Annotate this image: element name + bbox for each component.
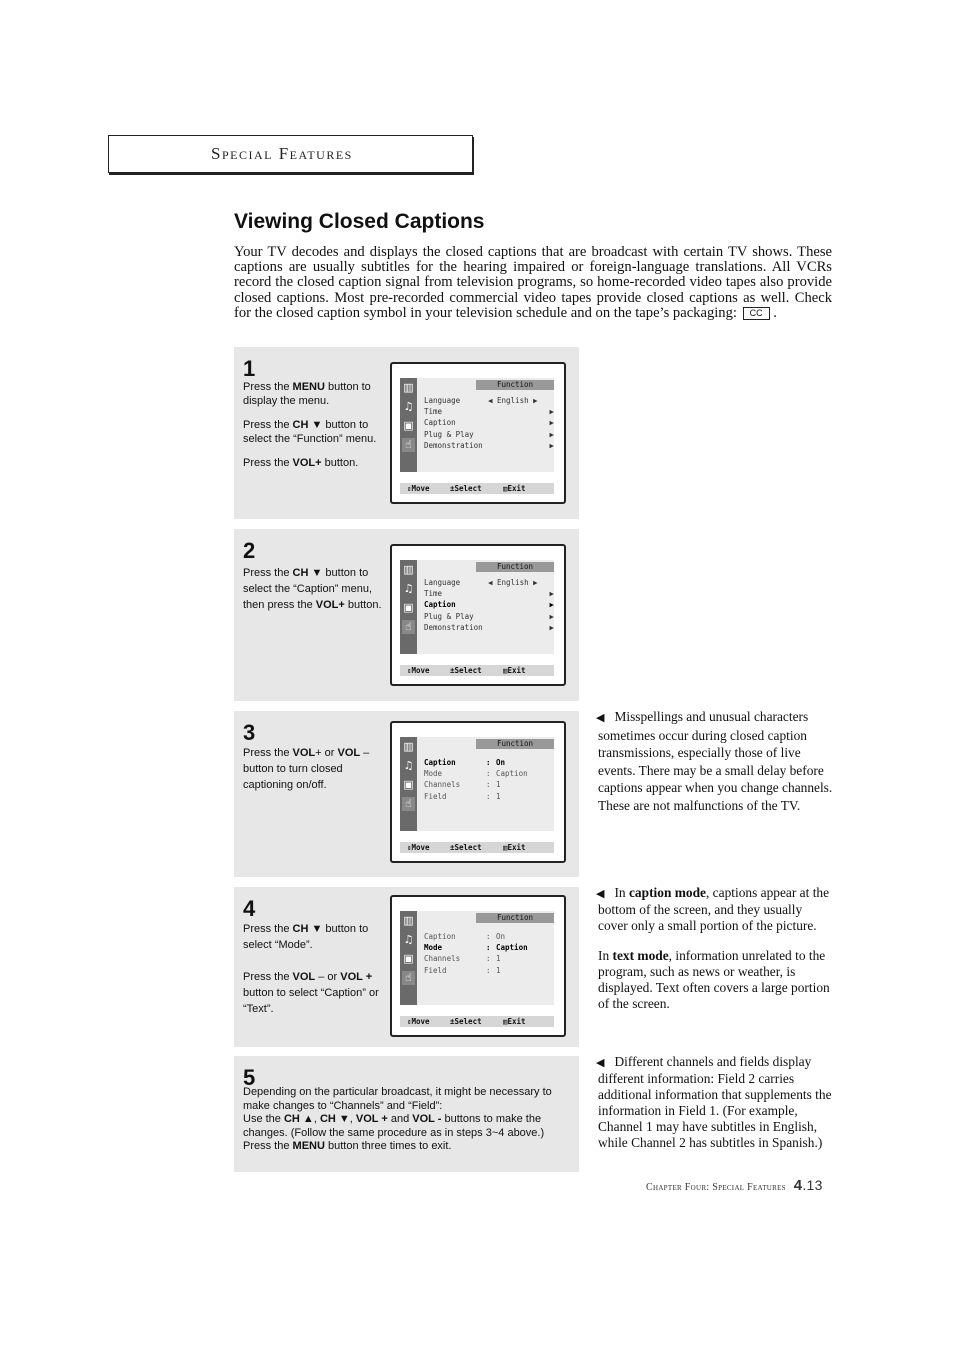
menu-item-time: Time ▶ xyxy=(424,589,554,599)
menu-item-language: Language ◀ English ▶ xyxy=(424,396,538,405)
picture-icon: ▥ xyxy=(403,563,414,576)
left-triangle-icon: ◀ xyxy=(596,1056,605,1069)
sound-icon: ♫ xyxy=(403,759,414,772)
picture-icon: ▥ xyxy=(403,381,414,394)
move-hint: ⇕ Move xyxy=(407,666,430,675)
menu-header: Function xyxy=(476,562,554,572)
note-channels-fields: ◀ Different channels and fields display different information: Field 2 carries additional information that supplements the information in Field 1. (For example, Channel 1 may have subtitles in English, while Channel 2 has subtitles in Spanish.) xyxy=(596,1054,832,1150)
exit-hint: ▥ Exit xyxy=(503,1017,526,1026)
footer-chapter: Chapter Four: Special Features xyxy=(646,1182,786,1193)
menu-nav-bar xyxy=(400,665,554,676)
channel-icon: ▣ xyxy=(403,601,414,614)
select-hint: ± Select xyxy=(450,666,482,675)
function-icon: ☝ xyxy=(402,438,415,452)
menu-item-demonstration: Demonstration ▶ xyxy=(424,440,554,450)
step-4-instructions: Press the CH ▼ button to select “Mode”. Press the VOL – or VOL + button to select “Caption” or “Text”. xyxy=(243,923,379,1015)
step-number: 1 xyxy=(243,356,256,381)
page-footer xyxy=(646,1177,823,1194)
menu-header: Function xyxy=(476,739,554,749)
note-caption-text-mode: ◀ In caption mode, captions appear at the bottom of the screen, and they usually cover only a small portion of the picture. In text mode, information unrelated to the program, such as news or weather, is displayed. Text often covers a large portion of the screen. xyxy=(596,885,830,1011)
page-number: 4.13 xyxy=(793,1177,823,1194)
menu-item-plug-play: Plug & Play ▶ xyxy=(424,611,554,621)
step-5-instructions: Depending on the particular broadcast, it might be necessary to make changes to “Channels” and “Field”: Use the CH ▲, CH ▼, VOL + and VOL - buttons to make the changes. (Follow the same procedure as in steps 3~4 above.) Press the MENU button three times to exit. xyxy=(243,1086,552,1153)
function-icon: ☝ xyxy=(402,971,415,985)
picture-icon: ▥ xyxy=(403,740,414,753)
menu-item-demonstration: Demonstration ▶ xyxy=(424,622,554,632)
picture-icon: ▥ xyxy=(403,914,414,927)
function-icon: ☝ xyxy=(402,797,415,811)
menu-header: Function xyxy=(476,913,554,923)
move-hint: ⇕ Move xyxy=(407,843,430,852)
step-number: 5 xyxy=(243,1065,256,1090)
move-hint: ⇕ Move xyxy=(407,484,430,493)
cc-symbol-icon: CC xyxy=(743,307,770,320)
sound-icon: ♫ xyxy=(403,933,414,946)
section-header-box xyxy=(108,135,473,173)
step-4-panel xyxy=(234,887,579,1047)
sound-icon: ♫ xyxy=(403,400,414,413)
tv-menu-screen xyxy=(390,895,566,1037)
menu-item-mode: Mode : Caption xyxy=(424,769,528,779)
menu-nav-bar xyxy=(400,842,554,853)
intro-end: . xyxy=(773,304,777,321)
step-2-instructions: Press the CH ▼ button to select the “Caption” menu, then press the VOL+ button. xyxy=(243,567,382,611)
step-number: 4 xyxy=(243,896,256,921)
tv-menu-screen xyxy=(390,544,566,686)
step-1-panel xyxy=(234,347,579,519)
menu-sidebar xyxy=(400,737,417,831)
menu-item-caption-selected: Caption : On xyxy=(424,758,506,767)
menu-item-field: Field : 1 xyxy=(424,791,501,801)
menu-item-language: Language ◀ English ▶ xyxy=(424,578,538,587)
menu-item-caption-selected: Caption ▶ xyxy=(424,600,554,610)
menu-item-plug-play: Plug & Play ▶ xyxy=(424,429,554,439)
select-hint: ± Select xyxy=(450,484,482,493)
menu-sidebar xyxy=(400,378,417,472)
menu-item-caption: Caption : On xyxy=(424,932,506,941)
select-hint: ± Select xyxy=(450,843,482,852)
step-3-instructions: Press the VOL+ or VOL – button to turn closed captioning on/off. xyxy=(243,747,370,791)
note-misspellings: ◀ Misspellings and unusual characters sometimes occur during closed caption transmissions, especially those of live events. There may be a small delay before captions appear when you change channels. These are not malfunctions of the TV. xyxy=(596,709,833,813)
sound-icon: ♫ xyxy=(403,582,414,595)
channel-icon: ▣ xyxy=(403,419,414,432)
exit-hint: ▥ Exit xyxy=(503,666,526,675)
step-2-panel xyxy=(234,529,579,701)
move-hint: ⇕ Move xyxy=(407,1017,430,1026)
menu-item-channels: Channels : 1 xyxy=(424,954,501,964)
menu-item-field: Field : 1 xyxy=(424,965,501,975)
menu-item-mode-selected: Mode : Caption xyxy=(424,943,528,953)
intro-text: Your TV decodes and displays the closed captions that are broadcast with certain TV shows. These captions are usually subtitles for the hearing impaired or foreign-language translations. All VCRs record the closed caption signal from television programs, so home-recorded video tapes also provide closed captions. Most pre-recorded commercial video tapes provide closed captions as well. Check for the closed caption symbol in your television schedule and on the tape’s packaging: xyxy=(234,244,832,321)
menu-item-channels: Channels : 1 xyxy=(424,780,501,790)
section-header: Special Features xyxy=(211,144,353,163)
menu-nav-bar xyxy=(400,483,554,494)
menu-item-caption: Caption ▶ xyxy=(424,418,554,428)
step-5-panel xyxy=(234,1056,579,1172)
menu-sidebar xyxy=(400,911,417,1005)
step-number: 2 xyxy=(243,538,256,563)
tv-menu-screen xyxy=(390,362,566,504)
exit-hint: ▥ Exit xyxy=(503,484,526,493)
channel-icon: ▣ xyxy=(403,952,414,965)
step-1-instructions: Press the MENU button to display the menu. Press the CH ▼ button to select the “Function” menu. Press the VOL+ button. xyxy=(243,381,377,469)
intro-paragraph xyxy=(234,245,832,321)
menu-item-time: Time ▶ xyxy=(424,407,554,417)
left-triangle-icon: ◀ xyxy=(596,887,605,900)
exit-hint: ▥ Exit xyxy=(503,843,526,852)
step-number: 3 xyxy=(243,720,256,745)
left-triangle-icon: ◀ xyxy=(596,711,605,724)
page-title: Viewing Closed Captions xyxy=(234,210,485,233)
menu-nav-bar xyxy=(400,1016,554,1027)
step-3-panel xyxy=(234,711,579,877)
channel-icon: ▣ xyxy=(403,778,414,791)
function-icon: ☝ xyxy=(402,620,415,634)
menu-header: Function xyxy=(476,380,554,390)
select-hint: ± Select xyxy=(450,1017,482,1026)
menu-sidebar xyxy=(400,560,417,654)
tv-menu-screen xyxy=(390,721,566,863)
